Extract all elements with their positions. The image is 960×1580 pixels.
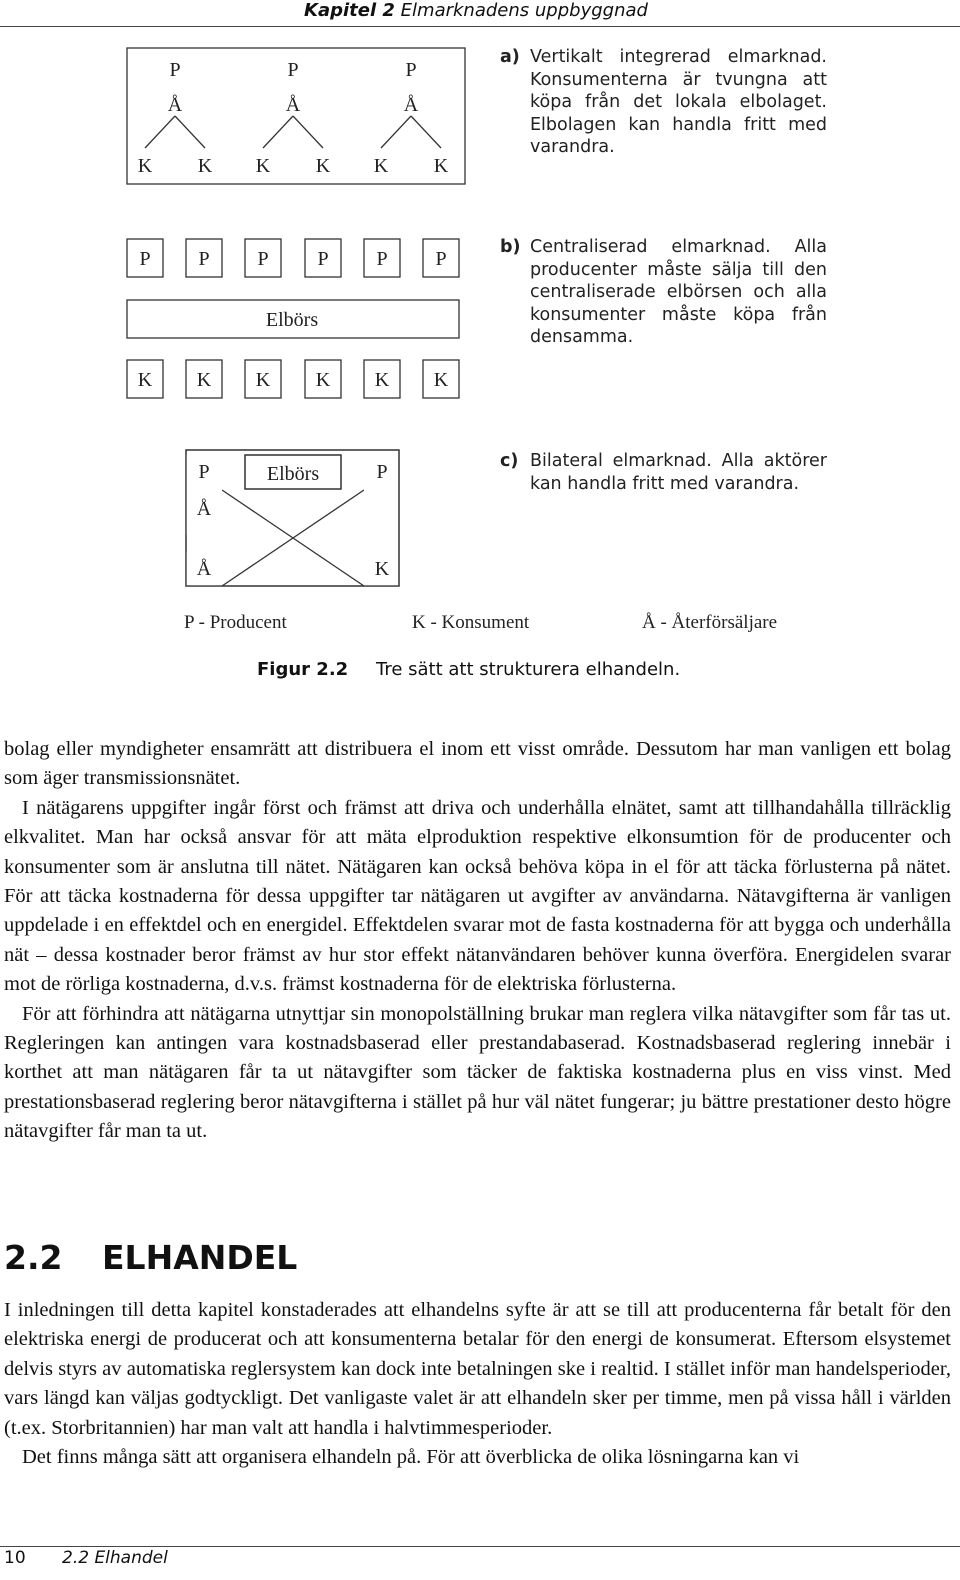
figure-caption-text: Tre sätt att strukturera elhandeln.: [376, 659, 681, 680]
retailer-node: Å: [285, 94, 301, 116]
chapter-label: Kapitel 2: [304, 0, 395, 21]
edge: [175, 116, 205, 148]
consumer-node: K: [255, 155, 271, 177]
consumer-node: K: [315, 155, 331, 177]
exchange-label: Elbörs: [265, 309, 319, 331]
panel-c-label: c): [500, 451, 519, 471]
retailer-node: Å: [403, 94, 419, 116]
consumer-node: K: [374, 558, 390, 580]
body-text: [4, 735, 951, 1147]
legend-producer: P - Producent: [184, 612, 287, 633]
section-number: 2.2: [4, 1238, 63, 1277]
paragraph: I inledningen till detta kapitel konstaderades att elhandelns syfte är att se till att producenterna får betalt för den elektriska energi de producerat och att konsumenterna betalar för den energi de konsumerat. Eftersom elsystemet delvis styrs av automatiska reglersystem kan dock inte betalningen ske i realtid. I stället inför man handelsperioder, vars längd kan väljas godtyckligt. Det vanligaste valet är att elhandeln sker per timme, men på vissa håll i världen (t.ex. Storbritannien) har man valt att handla i halvtimmesperioder.: [4, 1299, 951, 1439]
producer-node: P: [376, 461, 388, 483]
consumer-node: K: [137, 369, 153, 391]
consumer-node: K: [315, 369, 331, 391]
footer-section-ref: 2.2 Elhandel: [62, 1548, 168, 1568]
footer-rule: [0, 1546, 960, 1547]
panel-b-diagram: [127, 239, 459, 398]
consumer-node: K: [197, 155, 213, 177]
exchange-label: Elbörs: [266, 463, 320, 485]
panel-b-text: Centraliserad elmarknad. Alla producenter måste sälja till den centraliserade elbörsen och alla konsumenter måste köpa från densamma.: [530, 237, 827, 347]
consumer-node: K: [433, 155, 449, 177]
panel-a-text: Vertikalt integrerad elmarknad. Konsumenterna är tvungna att köpa från det lokala elbolaget. Elbolagen kan handla fritt med varandra.: [530, 47, 827, 157]
panel-c-diagram: [186, 450, 399, 586]
panel-b-label: b): [500, 237, 521, 257]
paragraph: I nätägarens uppgifter ingår först och främst att driva och underhålla elnätet, samt att tillhandahålla tillräcklig elkvalitet. Man har också ansvar för att mäta elproduktion respektive elkonsumtion för de producenter och konsumenter som är anslutna till nätet. Nätägaren kan också behöva köpa in el för att täcka förlusterna på nätet. För att täcka kostnaderna för dessa uppgifter tar nätägaren ut avgifter av användarna. Nätavgifterna är vanligen uppdelade i en effektdel och en energidel. Effektdelen svarar mot de fasta kostnaderna för att bygga och underhålla nät – dessa kostnader beror främst av hur stor effekt nätanvändaren behöver kunna överföra. Energidelen svarar mot de rörliga kostnaderna, d.v.s. främst kostnaderna för de elektriska förlusterna.: [4, 796, 951, 996]
edge: [381, 116, 411, 148]
panel-a-label: a): [500, 47, 520, 67]
consumer-node: K: [373, 155, 389, 177]
producer-node: P: [198, 248, 210, 270]
figure-caption-label: Figur 2.2: [257, 659, 349, 680]
consumer-node: K: [433, 369, 449, 391]
producer-node: P: [257, 248, 269, 270]
retailer-node: Å: [196, 498, 212, 520]
panel-a-diagram: [127, 48, 465, 184]
consumer-node: K: [137, 155, 153, 177]
paragraph: För att förhindra att nätägarna utnyttjar sin monopolställning brukar man reglera vilka nätavgifter som får tas ut. Regleringen kan antingen vara kostnadsbaserad eller prestandabaserad. Kostnadsbaserad reglering innebär i korthet att man nätägaren får ta ut nätavgifter som täcker de faktiska kostnaderna plus en viss vinst. Med prestationsbaserad reglering beror nätavgifterna i stället på hur väl nätet fungerar; ju bättre prestationer desto högre nätavgifter får man ta ut.: [4, 1002, 951, 1143]
page-number: 10: [4, 1548, 26, 1568]
producer-node: P: [198, 461, 210, 483]
retailer-node: Å: [196, 558, 212, 580]
producer-node: P: [287, 59, 299, 81]
section-body-text: [4, 1296, 951, 1472]
producer-node: P: [435, 248, 447, 270]
paragraph: Det finns många sätt att organisera elhandeln på. För att överblicka de olika lösningarna kan vi: [22, 1446, 800, 1469]
edge: [411, 116, 441, 148]
page-footer: [4, 1548, 168, 1568]
producer-node: P: [169, 59, 181, 81]
producer-node: P: [376, 248, 388, 270]
edge: [263, 116, 293, 148]
paragraph: bolag eller myndigheter ensamrätt att distribuera el inom ett visst område. Dessutom har man vanligen ett bolag som äger transmissionsnätet.: [4, 738, 951, 790]
consumer-node: K: [196, 369, 212, 391]
retailer-node: Å: [167, 94, 183, 116]
section-heading: [4, 1238, 297, 1277]
section-title: ELHANDEL: [102, 1238, 298, 1277]
producer-node: P: [139, 248, 151, 270]
legend-consumer: K - Konsument: [412, 612, 530, 633]
producer-node: P: [405, 59, 417, 81]
edge: [293, 116, 323, 148]
producer-node: P: [317, 248, 329, 270]
chapter-title: Elmarknadens uppbyggnad: [400, 0, 648, 21]
consumer-node: K: [374, 369, 390, 391]
panel-c-text: Bilateral elmarknad. Alla aktörer kan handla fritt med varandra.: [530, 451, 827, 494]
consumer-node: K: [255, 369, 271, 391]
legend-retailer: Å - Återförsäljare: [642, 612, 778, 633]
edge: [145, 116, 175, 148]
